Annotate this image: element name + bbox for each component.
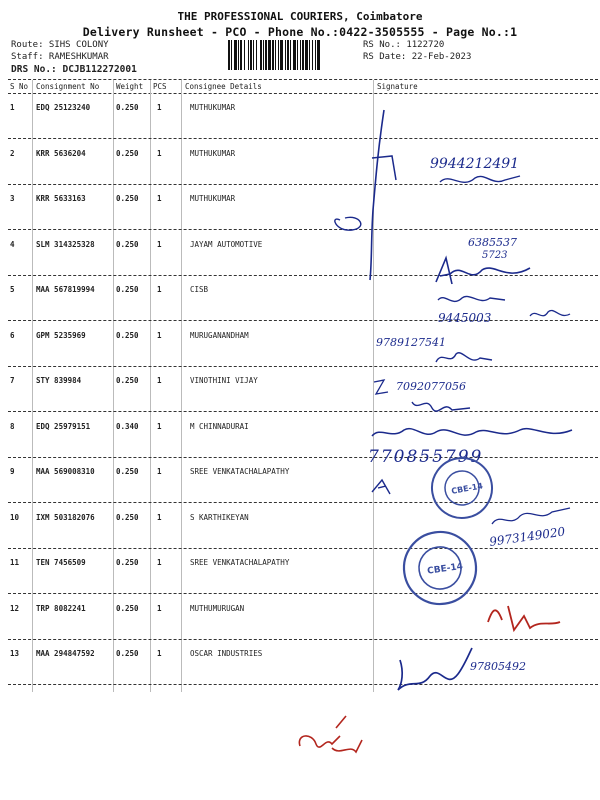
- col-header-pcs: PCS: [153, 82, 167, 91]
- cell-consignee: MUTHUKUMAR: [190, 148, 236, 158]
- cell-consignment-no: STY 839984: [36, 376, 82, 385]
- barcode-bar: [253, 40, 254, 70]
- cell-pcs: 1: [157, 603, 162, 613]
- cell-pcs: 1: [157, 512, 162, 522]
- cell-sno: 4: [10, 239, 15, 249]
- signature-stroke: [440, 176, 520, 182]
- cell-consignee: MUTHUKUMAR: [190, 194, 236, 203]
- row-divider: [8, 275, 598, 276]
- cell-weight: 0.250: [116, 512, 139, 522]
- rs-date: RS Date: 22-Feb-2023: [363, 52, 472, 62]
- cell-consignee: MUTHUMURUGAN: [190, 603, 245, 613]
- cell-consignment-no: IXM 503182076: [36, 512, 95, 522]
- cell-sno: 6: [10, 330, 15, 340]
- col-divider: [373, 80, 374, 692]
- row-divider: [8, 138, 598, 139]
- cell-sno: 13: [10, 649, 20, 658]
- cell-weight: 0.250: [116, 148, 139, 158]
- header-bottom-rule: [8, 93, 598, 94]
- row-divider: [8, 502, 598, 503]
- signature-stroke: [374, 380, 388, 394]
- cell-consignee: MUTHUKUMAR: [190, 103, 236, 112]
- barcode-bar: [285, 40, 286, 70]
- cell-sno: 7: [10, 376, 15, 385]
- cell-weight: 0.250: [116, 285, 139, 294]
- col-header-sno: S No: [10, 82, 29, 91]
- cell-consignment-no: GPM 5235969: [36, 330, 86, 340]
- signature-stroke: [530, 310, 570, 316]
- stamp-text: CBE-14: [450, 481, 484, 496]
- barcode-bar: [300, 40, 301, 70]
- cell-consignee: VINOTHINI VIJAY: [190, 376, 258, 385]
- cell-consignment-no: MAA 567819994: [36, 285, 95, 294]
- cell-consignment-no: TRP 8082241: [36, 603, 86, 613]
- cell-sno: 5: [10, 285, 15, 294]
- barcode-bar: [302, 40, 304, 70]
- signature-stroke: [372, 480, 390, 494]
- row-divider: [8, 184, 598, 185]
- cell-consignment-no: SLM 314325328: [36, 239, 95, 249]
- handwritten-phone: 9973149020: [488, 524, 567, 549]
- row-divider: [8, 593, 598, 594]
- barcode-bar: [228, 40, 230, 70]
- header-top-rule: [8, 79, 598, 80]
- cell-weight: 0.250: [116, 330, 139, 340]
- handwritten-phone: 7092077056: [396, 380, 466, 393]
- handwritten-phone: 5723: [482, 250, 508, 261]
- col-divider: [113, 80, 114, 692]
- barcode-bar: [280, 40, 283, 70]
- row-divider: [8, 320, 598, 321]
- cell-consignee: SREE VENKATACHALAPATHY: [190, 467, 290, 476]
- cell-consignee: S KARTHIKEYAN: [190, 512, 249, 522]
- signature-stroke: [372, 156, 396, 180]
- cell-pcs: 1: [157, 421, 162, 431]
- signature-stroke: [492, 508, 570, 524]
- cell-weight: 0.250: [116, 603, 139, 613]
- cell-consignment-no: TEN 7456509: [36, 558, 86, 567]
- cell-pcs: 1: [157, 285, 162, 294]
- cell-sno: 12: [10, 603, 20, 613]
- barcode-bar: [263, 40, 264, 70]
- cell-consignee: CISB: [190, 285, 209, 294]
- signature-stroke: [299, 716, 362, 752]
- barcode-bar: [234, 40, 237, 70]
- stamp-text: CBE-14: [426, 561, 464, 577]
- cell-consignment-no: KRR 5633163: [36, 194, 86, 203]
- company-title: THE PROFESSIONAL COURIERS, Coimbatore: [177, 10, 423, 23]
- cell-weight: 0.250: [116, 103, 139, 112]
- cell-sno: 8: [10, 421, 15, 431]
- signature-stroke: [488, 606, 560, 630]
- row-divider: [8, 639, 598, 640]
- barcode-bar: [275, 40, 276, 70]
- cell-pcs: 1: [157, 649, 162, 658]
- cell-pcs: 1: [157, 148, 162, 158]
- barcode-bar: [238, 40, 239, 70]
- row-divider: [8, 411, 598, 412]
- route-label: Route: SIHS COLONY: [11, 40, 109, 50]
- cell-consignment-no: MAA 294847592: [36, 649, 95, 658]
- row-divider: [8, 684, 598, 685]
- handwritten-phone: 770855799: [368, 447, 484, 467]
- barcode-bar: [272, 40, 274, 70]
- cell-pcs: 1: [157, 330, 162, 340]
- col-divider: [150, 80, 151, 692]
- runsheet-title: Delivery Runsheet - PCO - Phone No.:0422-3505555 - Page No.:1: [82, 25, 518, 39]
- cell-consignee: SREE VENKATACHALAPATHY: [190, 558, 290, 567]
- cell-consignment-no: EDQ 25979151: [36, 421, 91, 431]
- row-divider: [8, 366, 598, 367]
- staff-label: Staff: RAMESHKUMAR: [11, 52, 109, 62]
- row-divider: [8, 229, 598, 230]
- signature-stroke: [436, 353, 492, 362]
- col-header-consignment: Consignment No: [36, 82, 100, 91]
- cell-consignee: JAYAM AUTOMOTIVE: [190, 239, 263, 249]
- cell-weight: 0.250: [116, 467, 139, 476]
- barcode-bar: [268, 40, 271, 70]
- cell-weight: 0.250: [116, 194, 139, 203]
- barcode-bar: [260, 40, 262, 70]
- barcode-bar: [256, 40, 257, 70]
- signature-stroke: [372, 429, 572, 436]
- cell-consignee: M CHINNADURAI: [190, 421, 249, 431]
- cell-sno: 3: [10, 194, 15, 203]
- barcode-bar: [250, 40, 252, 70]
- cell-consignment-no: KRR 5636204: [36, 148, 86, 158]
- cell-pcs: 1: [157, 467, 162, 476]
- col-header-weight: Weight: [116, 82, 144, 91]
- rs-number: RS No.: 1122720: [363, 40, 445, 50]
- barcode-bar: [240, 40, 242, 70]
- barcode-bar: [297, 40, 298, 70]
- cell-weight: 0.250: [116, 376, 139, 385]
- cell-sno: 2: [10, 148, 15, 158]
- handwritten-phone: 9789127541: [376, 336, 446, 349]
- barcode-bar: [290, 40, 291, 70]
- cell-sno: 10: [10, 512, 20, 522]
- col-header-signature: Signature: [377, 82, 418, 91]
- handwritten-phone: 97805492: [470, 660, 526, 673]
- barcode-bar: [312, 40, 313, 70]
- barcode-bar: [293, 40, 296, 70]
- signature-stroke: [436, 258, 530, 284]
- cell-sno: 9: [10, 467, 15, 476]
- handwritten-phone: 6385537: [468, 236, 517, 249]
- barcode-bar: [309, 40, 310, 70]
- barcode-bar: [244, 40, 245, 70]
- signature-stroke: [438, 296, 505, 301]
- handwritten-phone: 9445003: [438, 311, 492, 325]
- cell-consignee: MURUGANANDHAM: [190, 330, 249, 340]
- rubber-stamp: [427, 453, 497, 523]
- handwritten-phone: 9944212491: [430, 156, 520, 172]
- cell-consignment-no: EDQ 25123240: [36, 103, 91, 112]
- barcode-bar: [287, 40, 289, 70]
- cell-pcs: 1: [157, 558, 162, 567]
- cell-pcs: 1: [157, 194, 162, 203]
- signature-stroke: [412, 402, 470, 411]
- col-header-consignee: Consignee Details: [185, 82, 262, 91]
- barcode: [228, 40, 356, 70]
- cell-weight: 0.250: [116, 558, 139, 567]
- barcode-bar: [317, 40, 320, 70]
- barcode-bar: [315, 40, 316, 70]
- cell-sno: 1: [10, 103, 15, 112]
- barcode-bar: [305, 40, 308, 70]
- cell-pcs: 1: [157, 239, 162, 249]
- cell-consignee: OSCAR INDUSTRIES: [190, 649, 263, 658]
- cell-consignment-no: MAA 569008310: [36, 467, 95, 476]
- col-divider: [32, 80, 33, 692]
- barcode-bar: [265, 40, 267, 70]
- row-divider: [8, 457, 598, 458]
- barcode-bar: [278, 40, 279, 70]
- drs-number: DRS No.: DCJB112272001: [11, 64, 137, 75]
- col-divider: [181, 80, 182, 692]
- barcode-bar: [231, 40, 232, 70]
- cell-pcs: 1: [157, 103, 162, 112]
- row-divider: [8, 548, 598, 549]
- cell-sno: 11: [10, 558, 20, 567]
- cell-weight: 0.250: [116, 649, 139, 658]
- barcode-bar: [248, 40, 249, 70]
- cell-weight: 0.340: [116, 421, 139, 431]
- cell-weight: 0.250: [116, 239, 139, 249]
- rubber-stamp: [399, 527, 480, 608]
- cell-pcs: 1: [157, 376, 162, 385]
